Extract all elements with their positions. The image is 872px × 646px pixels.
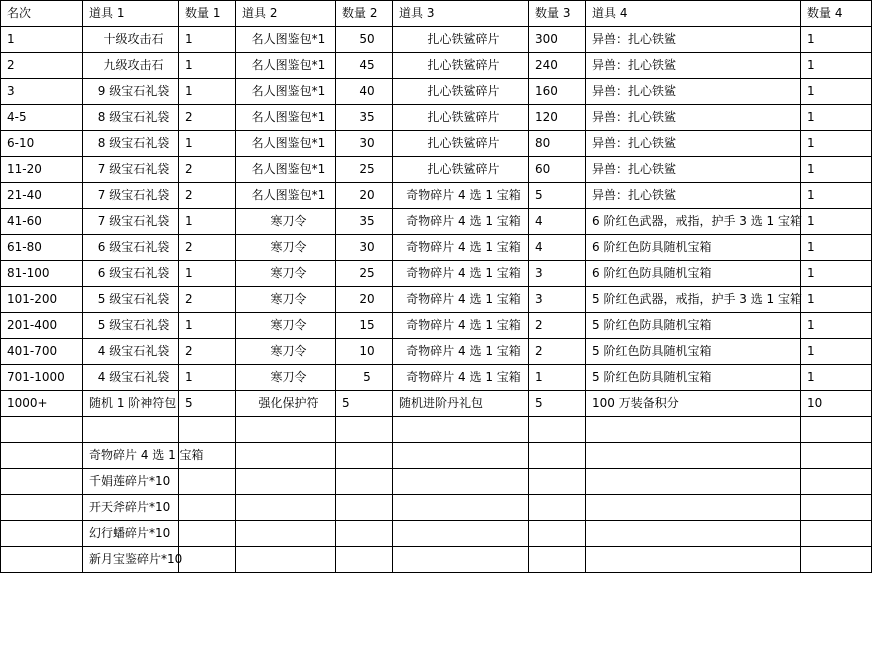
cell-qty4: 1 <box>801 105 872 131</box>
cell-item2: 名人图鉴包*1 <box>236 105 336 131</box>
extra-item-row <box>1 468 872 494</box>
cell-qty3: 2 <box>529 313 586 339</box>
empty-cell <box>336 468 393 494</box>
cell-item2: 寒刀令 <box>236 313 336 339</box>
cell-item1: 9 级宝石礼袋 <box>83 79 179 105</box>
cell-item1: 7 级宝石礼袋 <box>83 209 179 235</box>
cell-qty1: 5 <box>179 391 236 417</box>
cell-item2: 名人图鉴包*1 <box>236 53 336 79</box>
cell-item1: 6 级宝石礼袋 <box>83 261 179 287</box>
empty-cell <box>586 520 801 546</box>
cell-rank: 61-80 <box>1 235 83 261</box>
table-row <box>1 131 872 157</box>
cell-qty2: 30 <box>336 235 393 261</box>
empty-cell <box>1 494 83 520</box>
cell-qty3: 240 <box>529 53 586 79</box>
extra-item-cell: 新月宝鉴碎片*10 <box>83 546 179 572</box>
cell-qty4: 1 <box>801 27 872 53</box>
table-row <box>1 287 872 313</box>
table-row <box>1 365 872 391</box>
cell-rank: 1 <box>1 27 83 53</box>
cell-qty2: 10 <box>336 339 393 365</box>
cell-item1: 十级攻击石 <box>83 27 179 53</box>
cell-item4: 5 阶红色防具随机宝箱 <box>586 365 801 391</box>
cell-rank: 701-1000 <box>1 365 83 391</box>
empty-cell <box>1 417 83 443</box>
empty-cell <box>1 468 83 494</box>
cell-item1: 5 级宝石礼袋 <box>83 287 179 313</box>
table-row <box>1 53 872 79</box>
empty-cell <box>586 546 801 572</box>
empty-cell <box>179 546 236 572</box>
table-row <box>1 339 872 365</box>
table-row <box>1 183 872 209</box>
empty-cell <box>801 468 872 494</box>
cell-qty4: 1 <box>801 157 872 183</box>
cell-item1: 8 级宝石礼袋 <box>83 105 179 131</box>
cell-qty2: 15 <box>336 313 393 339</box>
cell-item1: 4 级宝石礼袋 <box>83 365 179 391</box>
cell-item1: 九级攻击石 <box>83 53 179 79</box>
empty-cell <box>393 494 529 520</box>
extra-item-row <box>1 442 872 468</box>
cell-item3: 随机进阶丹礼包 <box>393 391 529 417</box>
empty-cell <box>236 546 336 572</box>
cell-qty4: 1 <box>801 209 872 235</box>
empty-cell <box>236 468 336 494</box>
cell-qty4: 1 <box>801 287 872 313</box>
table-row <box>1 261 872 287</box>
extra-item-row <box>1 494 872 520</box>
extra-item-cell: 开天斧碎片*10 <box>83 494 179 520</box>
header-cell-qty2: 数量 2 <box>336 1 393 27</box>
empty-cell <box>529 417 586 443</box>
cell-qty3: 300 <box>529 27 586 53</box>
cell-item1: 4 级宝石礼袋 <box>83 339 179 365</box>
empty-cell <box>393 520 529 546</box>
cell-item3: 扎心铁鲨碎片 <box>393 53 529 79</box>
header-cell-rank: 名次 <box>1 1 83 27</box>
cell-qty4: 1 <box>801 313 872 339</box>
empty-cell <box>336 520 393 546</box>
empty-cell <box>1 442 83 468</box>
cell-qty1: 1 <box>179 261 236 287</box>
cell-item2: 名人图鉴包*1 <box>236 79 336 105</box>
cell-item3: 扎心铁鲨碎片 <box>393 79 529 105</box>
empty-cell <box>801 546 872 572</box>
cell-item3: 奇物碎片 4 选 1 宝箱 <box>393 183 529 209</box>
cell-item2: 寒刀令 <box>236 261 336 287</box>
cell-item4: 5 阶红色防具随机宝箱 <box>586 313 801 339</box>
cell-qty4: 1 <box>801 261 872 287</box>
empty-cell <box>336 546 393 572</box>
cell-item3: 扎心铁鲨碎片 <box>393 131 529 157</box>
cell-item2: 名人图鉴包*1 <box>236 157 336 183</box>
cell-rank: 81-100 <box>1 261 83 287</box>
header-cell-item2: 道具 2 <box>236 1 336 27</box>
cell-qty1: 1 <box>179 365 236 391</box>
cell-qty2: 25 <box>336 157 393 183</box>
cell-item1: 7 级宝石礼袋 <box>83 183 179 209</box>
table-row-last <box>1 391 872 417</box>
cell-item2: 寒刀令 <box>236 209 336 235</box>
cell-qty2: 45 <box>336 53 393 79</box>
cell-qty1: 2 <box>179 339 236 365</box>
empty-cell <box>529 520 586 546</box>
cell-item3: 奇物碎片 4 选 1 宝箱 <box>393 365 529 391</box>
empty-cell <box>586 468 801 494</box>
empty-cell <box>179 468 236 494</box>
cell-item1: 6 级宝石礼袋 <box>83 235 179 261</box>
cell-rank: 201-400 <box>1 313 83 339</box>
cell-qty2: 35 <box>336 105 393 131</box>
cell-item4: 异兽：扎心铁鲨 <box>586 157 801 183</box>
cell-qty1: 2 <box>179 287 236 313</box>
cell-qty2: 20 <box>336 287 393 313</box>
cell-qty3: 120 <box>529 105 586 131</box>
cell-qty2: 30 <box>336 131 393 157</box>
cell-qty1: 1 <box>179 27 236 53</box>
empty-cell <box>801 494 872 520</box>
cell-qty2: 20 <box>336 183 393 209</box>
cell-item3: 奇物碎片 4 选 1 宝箱 <box>393 261 529 287</box>
cell-qty3: 60 <box>529 157 586 183</box>
cell-item3: 奇物碎片 4 选 1 宝箱 <box>393 339 529 365</box>
cell-rank: 3 <box>1 79 83 105</box>
cell-item2: 名人图鉴包*1 <box>236 183 336 209</box>
cell-qty2: 50 <box>336 27 393 53</box>
cell-qty3: 4 <box>529 209 586 235</box>
cell-qty2: 5 <box>336 365 393 391</box>
empty-cell <box>179 417 236 443</box>
header-cell-qty4: 数量 4 <box>801 1 872 27</box>
header-cell-item3: 道具 3 <box>393 1 529 27</box>
table-body <box>1 1 872 573</box>
cell-item3: 奇物碎片 4 选 1 宝箱 <box>393 209 529 235</box>
cell-rank: 101-200 <box>1 287 83 313</box>
cell-item3: 扎心铁鲨碎片 <box>393 27 529 53</box>
cell-qty3: 5 <box>529 183 586 209</box>
empty-cell <box>801 417 872 443</box>
cell-rank: 6-10 <box>1 131 83 157</box>
cell-item3: 扎心铁鲨碎片 <box>393 105 529 131</box>
cell-rank: 11-20 <box>1 157 83 183</box>
cell-qty1: 1 <box>179 209 236 235</box>
cell-qty2: 35 <box>336 209 393 235</box>
cell-rank: 21-40 <box>1 183 83 209</box>
cell-item3: 奇物碎片 4 选 1 宝箱 <box>393 287 529 313</box>
cell-qty1: 2 <box>179 183 236 209</box>
cell-qty2: 5 <box>336 391 393 417</box>
empty-cell <box>179 494 236 520</box>
extra-item-row <box>1 520 872 546</box>
extra-item-cell: 奇物碎片 4 选 1 宝箱 <box>83 442 179 468</box>
cell-item4: 6 阶红色防具随机宝箱 <box>586 261 801 287</box>
empty-cell <box>801 442 872 468</box>
extra-item-cell: 幻行蟠碎片*10 <box>83 520 179 546</box>
cell-qty4: 1 <box>801 79 872 105</box>
cell-qty4: 1 <box>801 131 872 157</box>
empty-cell <box>336 494 393 520</box>
cell-qty1: 1 <box>179 79 236 105</box>
cell-qty1: 1 <box>179 131 236 157</box>
cell-item4: 异兽：扎心铁鲨 <box>586 27 801 53</box>
cell-qty4: 1 <box>801 235 872 261</box>
table-row <box>1 105 872 131</box>
cell-item1: 5 级宝石礼袋 <box>83 313 179 339</box>
cell-rank: 401-700 <box>1 339 83 365</box>
cell-qty4: 1 <box>801 183 872 209</box>
empty-cell <box>393 468 529 494</box>
header-row <box>1 1 872 27</box>
empty-cell <box>1 546 83 572</box>
cell-item3: 奇物碎片 4 选 1 宝箱 <box>393 235 529 261</box>
extra-item-cell: 千娟莲碎片*10 <box>83 468 179 494</box>
cell-qty1: 2 <box>179 235 236 261</box>
empty-cell <box>529 546 586 572</box>
empty-cell <box>586 494 801 520</box>
table-row <box>1 157 872 183</box>
empty-cell <box>586 417 801 443</box>
table-row <box>1 27 872 53</box>
header-cell-item4: 道具 4 <box>586 1 801 27</box>
empty-cell <box>529 468 586 494</box>
cell-qty3: 1 <box>529 365 586 391</box>
cell-qty3: 3 <box>529 261 586 287</box>
empty-cell <box>801 520 872 546</box>
cell-qty3: 80 <box>529 131 586 157</box>
header-cell-item1: 道具 1 <box>83 1 179 27</box>
cell-item2: 名人图鉴包*1 <box>236 131 336 157</box>
cell-qty3: 3 <box>529 287 586 313</box>
cell-item3: 奇物碎片 4 选 1 宝箱 <box>393 313 529 339</box>
cell-item4: 异兽：扎心铁鲨 <box>586 79 801 105</box>
cell-rank: 4-5 <box>1 105 83 131</box>
cell-item2: 名人图鉴包*1 <box>236 27 336 53</box>
cell-item2: 寒刀令 <box>236 365 336 391</box>
cell-item1: 7 级宝石礼袋 <box>83 157 179 183</box>
cell-item3: 扎心铁鲨碎片 <box>393 157 529 183</box>
cell-qty1: 1 <box>179 313 236 339</box>
cell-rank: 1000+ <box>1 391 83 417</box>
cell-item2: 寒刀令 <box>236 235 336 261</box>
table-row <box>1 313 872 339</box>
cell-rank: 41-60 <box>1 209 83 235</box>
cell-item2: 寒刀令 <box>236 287 336 313</box>
empty-cell <box>529 442 586 468</box>
empty-cell <box>336 417 393 443</box>
cell-qty1: 2 <box>179 157 236 183</box>
cell-qty2: 40 <box>336 79 393 105</box>
cell-item4: 5 阶红色武器，戒指，护手 3 选 1 宝箱 <box>586 287 801 313</box>
empty-cell <box>529 494 586 520</box>
cell-item4: 6 阶红色武器，戒指，护手 3 选 1 宝箱 <box>586 209 801 235</box>
cell-item4: 异兽：扎心铁鲨 <box>586 105 801 131</box>
empty-cell <box>336 442 393 468</box>
blank-row <box>1 417 872 443</box>
cell-qty3: 5 <box>529 391 586 417</box>
cell-item4: 6 阶红色防具随机宝箱 <box>586 235 801 261</box>
header-cell-qty3: 数量 3 <box>529 1 586 27</box>
empty-cell <box>393 417 529 443</box>
table-row <box>1 79 872 105</box>
empty-cell <box>586 442 801 468</box>
cell-item1: 8 级宝石礼袋 <box>83 131 179 157</box>
empty-cell <box>236 442 336 468</box>
empty-cell <box>179 520 236 546</box>
cell-item2: 强化保护符 <box>236 391 336 417</box>
cell-item4: 异兽：扎心铁鲨 <box>586 131 801 157</box>
cell-qty4: 1 <box>801 365 872 391</box>
cell-qty3: 4 <box>529 235 586 261</box>
empty-cell <box>393 442 529 468</box>
cell-rank: 2 <box>1 53 83 79</box>
empty-cell <box>236 520 336 546</box>
cell-qty3: 2 <box>529 339 586 365</box>
empty-cell <box>236 494 336 520</box>
cell-qty3: 160 <box>529 79 586 105</box>
cell-item4: 100 万装备积分 <box>586 391 801 417</box>
cell-item4: 5 阶红色防具随机宝箱 <box>586 339 801 365</box>
table-row <box>1 209 872 235</box>
empty-cell <box>83 417 179 443</box>
cell-qty4: 10 <box>801 391 872 417</box>
extra-item-row <box>1 546 872 572</box>
cell-qty4: 1 <box>801 339 872 365</box>
cell-qty4: 1 <box>801 53 872 79</box>
cell-item1: 随机 1 阶神符包 <box>83 391 179 417</box>
cell-qty1: 1 <box>179 53 236 79</box>
cell-item4: 异兽：扎心铁鲨 <box>586 183 801 209</box>
cell-item2: 寒刀令 <box>236 339 336 365</box>
empty-cell <box>393 546 529 572</box>
cell-item4: 异兽：扎心铁鲨 <box>586 53 801 79</box>
empty-cell <box>236 417 336 443</box>
empty-cell <box>1 520 83 546</box>
header-cell-qty1: 数量 1 <box>179 1 236 27</box>
cell-qty2: 25 <box>336 261 393 287</box>
table-row <box>1 235 872 261</box>
cell-qty1: 2 <box>179 105 236 131</box>
